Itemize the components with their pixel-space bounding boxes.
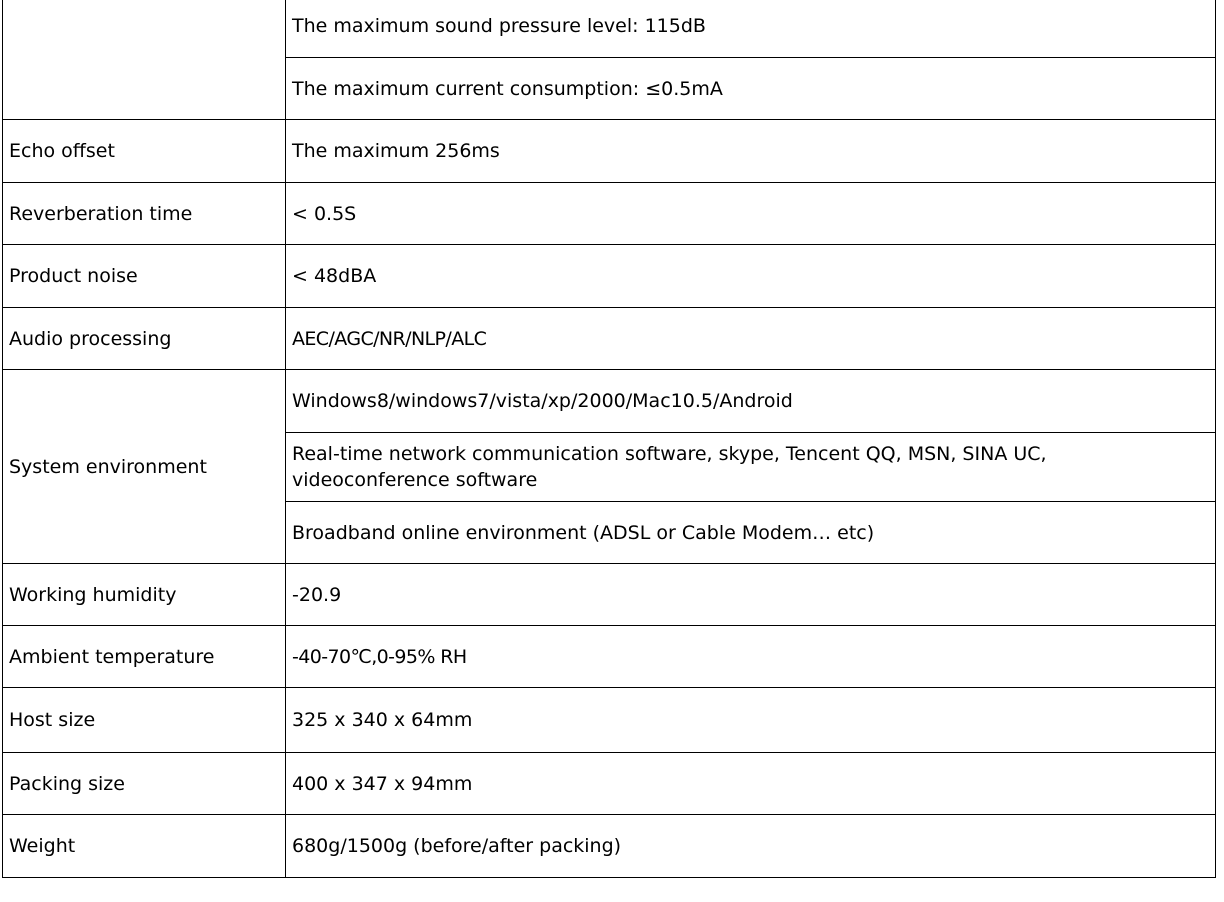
value-cell: Broadband online environment (ADSL or Cable Modem… etc): [286, 502, 1216, 564]
table-row: [3, 308, 1216, 370]
table-row: [3, 815, 1216, 878]
label-cell-empty: [3, 0, 286, 120]
value-cell: The maximum current consumption: ≤0.5mA: [286, 58, 1216, 120]
label-cell: System environment: [3, 370, 286, 564]
table-row: [3, 245, 1216, 308]
label-cell: Working humidity: [3, 564, 286, 626]
label-cell: Reverberation time: [3, 183, 286, 245]
value-cell: 325 x 340 x 64mm: [286, 688, 1216, 753]
value-cell: The maximum sound pressure level: 115dB: [286, 0, 1216, 58]
label-cell: Ambient temperature: [3, 626, 286, 688]
table-row: [3, 753, 1216, 815]
table-row: [3, 688, 1216, 753]
value-cell: -20.9: [286, 564, 1216, 626]
value-cell: Windows8/windows7/vista/xp/2000/Mac10.5/Android: [286, 370, 1216, 433]
label-cell: Weight: [3, 815, 286, 878]
spec-table: [2, 0, 1216, 878]
table-row: [3, 183, 1216, 245]
value-cell: < 0.5S: [286, 183, 1216, 245]
value-cell: 400 x 347 x 94mm: [286, 753, 1216, 815]
table-row: [3, 120, 1216, 183]
table-row: [3, 370, 1216, 433]
value-cell: -40-70℃,0-95% RH: [286, 626, 1216, 688]
value-cell: Real-time network communication software, skype, Tencent QQ, MSN, SINA UC, videoconference software: [286, 433, 1216, 502]
table-row: [3, 626, 1216, 688]
value-cell: < 48dBA: [286, 245, 1216, 308]
value-cell: 680g/1500g (before/after packing): [286, 815, 1216, 878]
table-row: [3, 564, 1216, 626]
label-cell: Product noise: [3, 245, 286, 308]
label-cell: Echo offset: [3, 120, 286, 183]
value-cell: AEC/AGC/NR/NLP/ALC: [286, 308, 1216, 370]
label-cell: Audio processing: [3, 308, 286, 370]
value-cell: The maximum 256ms: [286, 120, 1216, 183]
label-cell: Host size: [3, 688, 286, 753]
table-row: [3, 0, 1216, 58]
label-cell: Packing size: [3, 753, 286, 815]
